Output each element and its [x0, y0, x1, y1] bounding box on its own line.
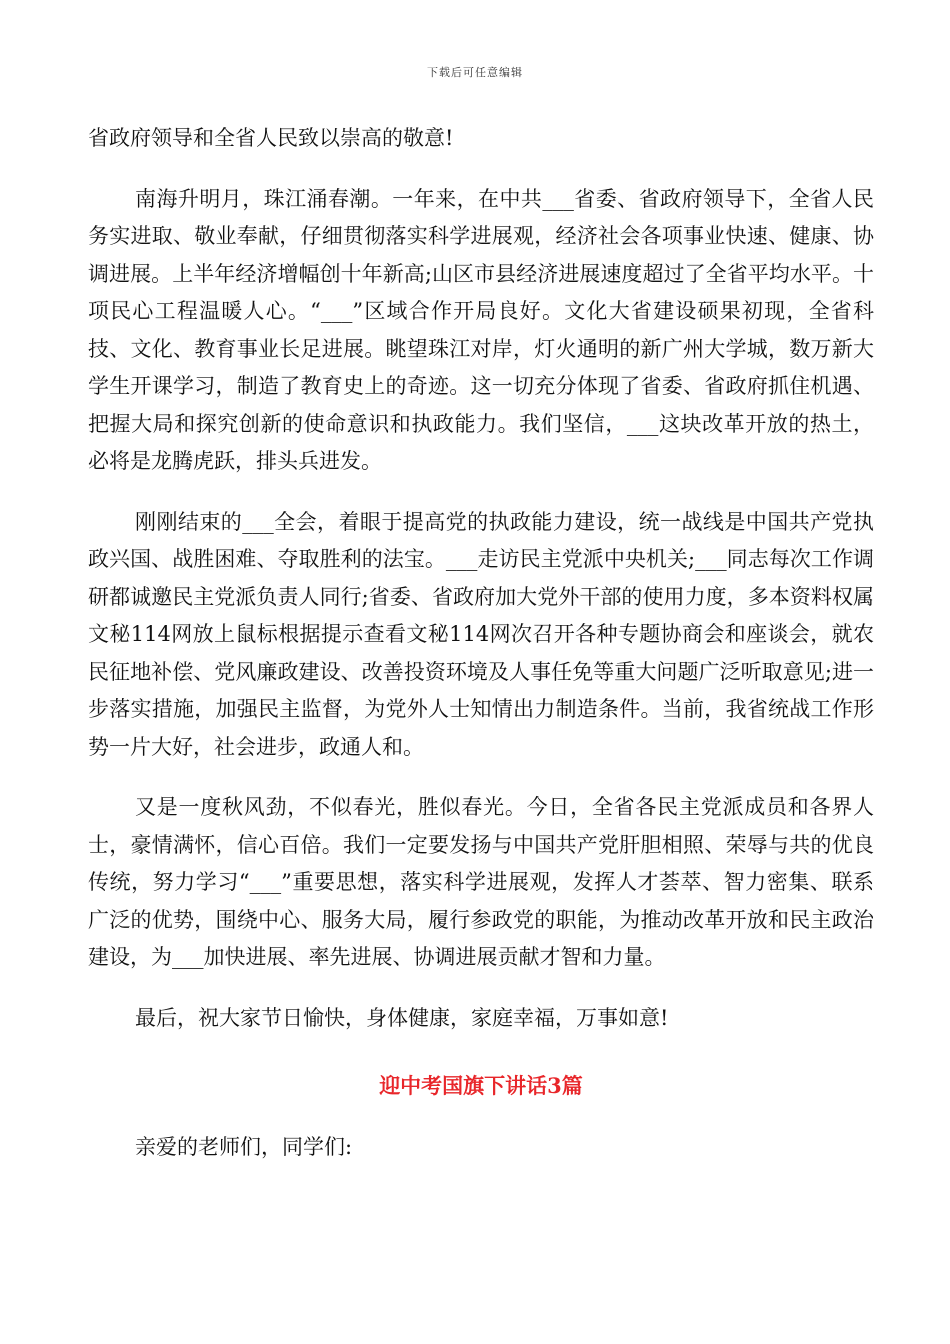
section-title: 迎中考国旗下讲话3篇 [379, 1073, 583, 1098]
paragraph-5: 最后，祝大家节日愉快，身体健康，家庭幸福，万事如意! [135, 1005, 669, 1030]
paragraph-4: 又是一度秋风劲，不似春光，胜似春光。今日，全省各民主党派成员和各界人士，豪情满怀，信心百倍。我们一定要发扬与中国共产党肝胆相照、荣辱与共的优良传统，努力学习“___”重要思想，落实科学进展观，发挥人才荟萃、智力密集、联系广泛的优势，围绕中心、服务大局，履行参政党的职能，为推动改革开放和民主政治建设，为___加快进展、率先进展、协调进展贡献才智和力量。 [88, 795, 874, 969]
paragraph-3: 刚刚结束的___全会，着眼于提高党的执政能力建设，统一战线是中国共产党执政兴国、战胜困难、夺取胜利的法宝。___走访民主党派中央机关;___同志每次工作调研都诚邀民主党派负责人同行;省委、省政府加大党外干部的使用力度，多本资料权属文秘114网放上鼠标根据提示查看文秘114网次召开各种专题协商会和座谈会，就农民征地补偿、党风廉政建设、改善投资环境及人事任免等重大问题广泛听取意见;进一步落实措施，加强民主监督，为党外人士知情出力制造条件。当前，我省统战工作形势一片大好，社会进步，政通人和。 [88, 509, 874, 759]
paragraph-1: 省政府领导和全省人民致以崇高的敬意! [88, 126, 454, 150]
page-header: 下载后可任意编辑 [427, 66, 523, 79]
paragraph-2: 南海升明月，珠江涌春潮。一年来，在中共___省委、省政府领导下，全省人民务实进取、敬业奉献，仔细贯彻落实科学进展观，经济社会各项事业快速、健康、协调进展。上半年经济增幅创十年新高;山区市县经济进展速度超过了全省平均水平。十项民心工程温暖人心。“___”区域合作开局良好。文化大省建设硕果初现，全省科技、文化、教育事业长足进展。眺望珠江对岸，灯火通明的新广州大学城，数万新大学生开课学习，制造了教育史上的奇迹。这一切充分体现了省委、省政府抓住机遇、把握大局和探究创新的使命意识和执政能力。我们坚信，___这块改革开放的热土，必将是龙腾虎跃，排头兵进发。 [88, 186, 874, 473]
document-body [88, 120, 874, 1189]
greeting: 亲爱的老师们，同学们: [135, 1134, 353, 1159]
